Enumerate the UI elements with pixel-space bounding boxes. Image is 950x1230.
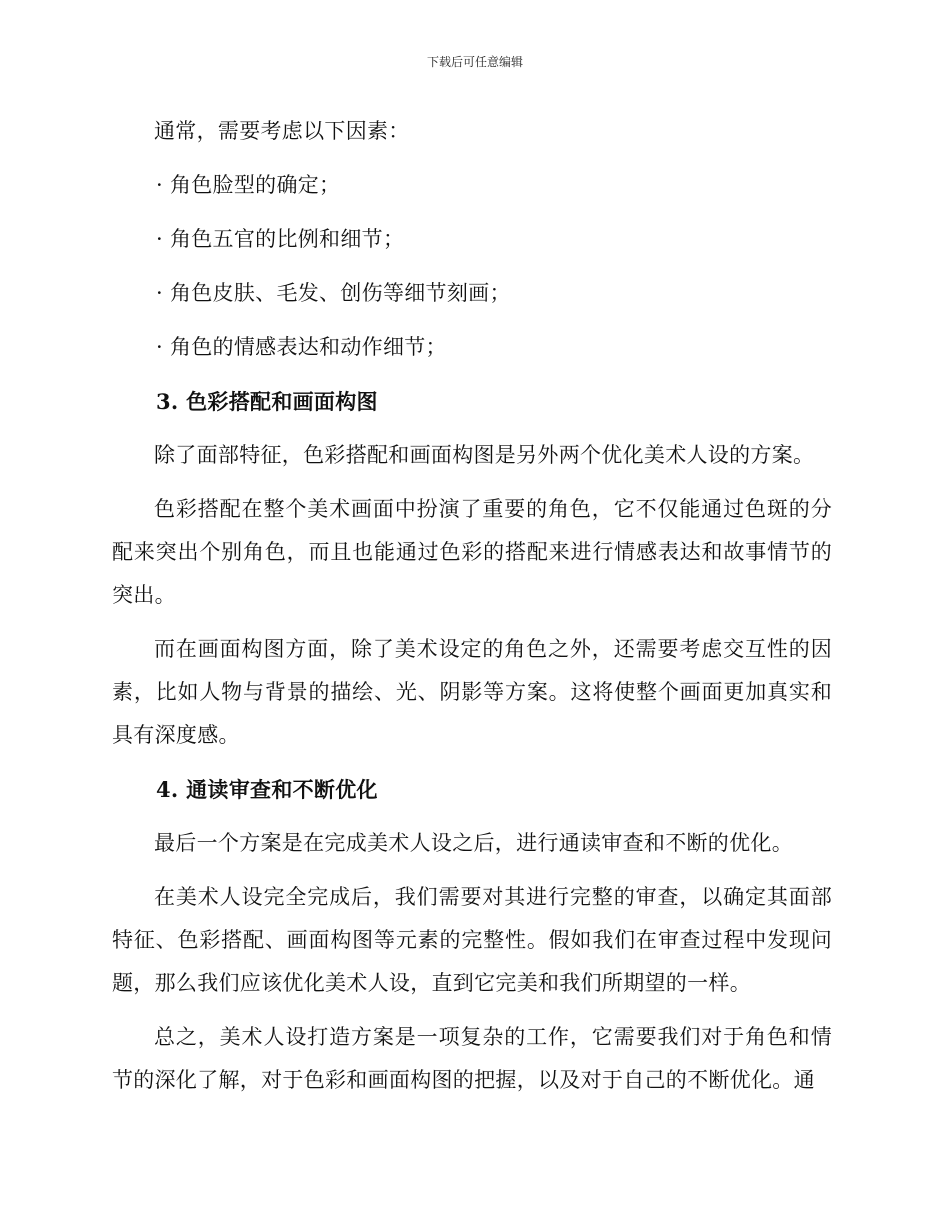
bullet-item-skin-hair-details: · 角色皮肤、毛发、创伤等细节刻画； bbox=[156, 281, 511, 305]
section-4-heading: 4. 通读审查和不断优化 bbox=[156, 777, 378, 802]
section-3-paragraph-3: 而在画面构图方面，除了美术设定的角色之外，还需要考虑交互性的因素，比如人物与背景的描绘、光、阴影等方案。这将使整个画面更加真实和具有深度感。 bbox=[112, 637, 832, 747]
section-3-paragraph-2: 色彩搭配在整个美术画面中扮演了重要的角色，它不仅能通过色斑的分配来突出个别角色，而且也能通过色彩的搭配来进行情感表达和故事情节的突出。 bbox=[112, 497, 832, 607]
section-3-paragraph-1: 除了面部特征，色彩搭配和画面构图是另外两个优化美术人设的方案。 bbox=[154, 443, 815, 467]
page-header: 下载后可任意编辑 bbox=[426, 55, 523, 69]
conclusion-paragraph: 总之，美术人设打造方案是一项复杂的工作，它需要我们对于角色和情节的深化了解，对于色彩和画面构图的把握，以及对于自己的不断优化。通 bbox=[112, 1025, 832, 1092]
bullet-item-face-shape: · 角色脸型的确定； bbox=[156, 173, 341, 197]
section-3-heading: 3. 色彩搭配和画面构图 bbox=[156, 389, 378, 414]
bullet-item-emotion-action: · 角色的情感表达和动作细节； bbox=[156, 335, 447, 359]
section-4-paragraph-1: 最后一个方案是在完成美术人设之后，进行通读审查和不断的优化。 bbox=[154, 831, 793, 855]
intro-paragraph: 通常，需要考虑以下因素： bbox=[154, 119, 410, 143]
document-body bbox=[112, 110, 832, 1102]
bullet-item-facial-features: · 角色五官的比例和细节； bbox=[156, 227, 405, 251]
section-4-paragraph-2: 在美术人设完全完成后，我们需要对其进行完整的审查，以确定其面部特征、色彩搭配、画面构图等元素的完整性。假如我们在审查过程中发现问题，那么我们应该优化美术人设，直到它完美和我们所期望的一样。 bbox=[112, 885, 832, 995]
